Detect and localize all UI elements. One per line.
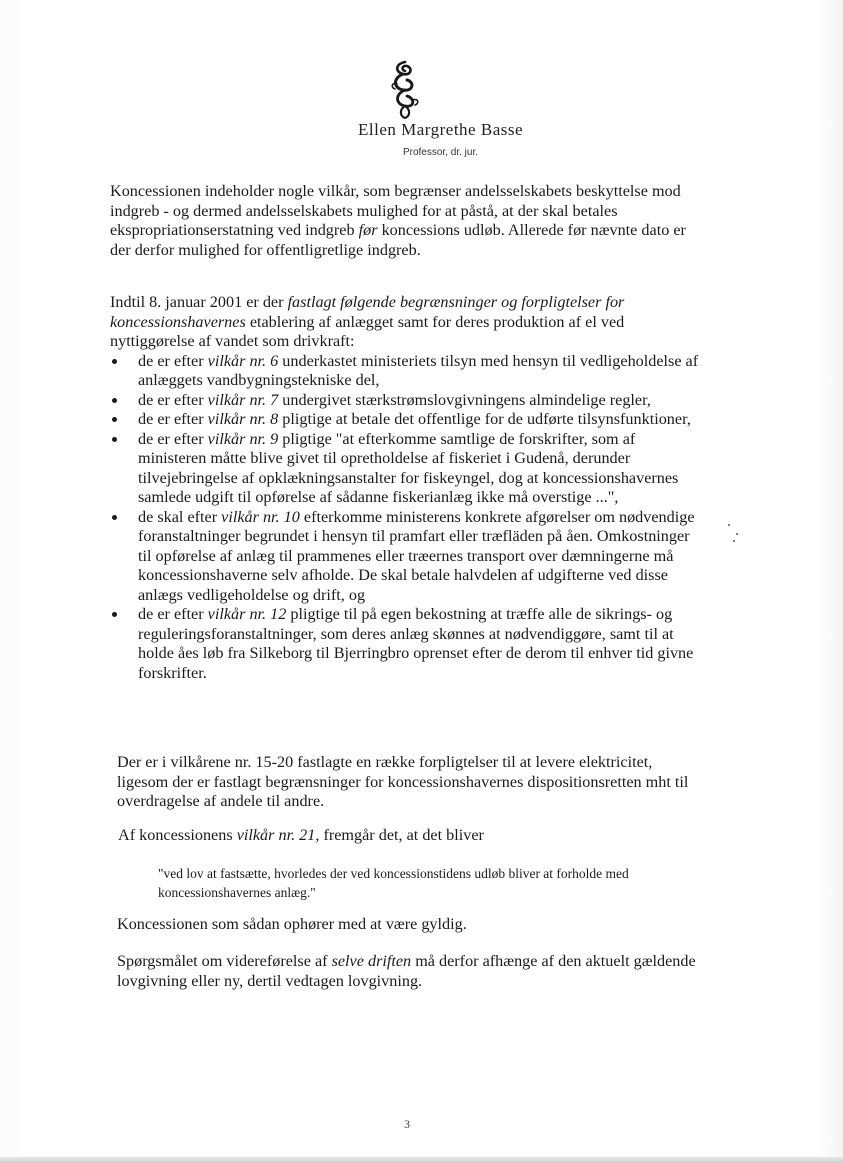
list-item: de er efter vilkår nr. 6 underkastet ministeriets tilsyn med hensyn til vedligeholdelse af anlæggets vandbygningstekniske del, xyxy=(110,352,700,391)
list-item: de er efter vilkår nr. 7 undergivet stærkstrømslovgivningens almindelige regler, xyxy=(110,391,700,411)
bullet-icon xyxy=(112,398,117,403)
scan-speck xyxy=(733,540,735,542)
bullet-icon xyxy=(112,612,117,617)
paragraph-2-intro: Indtil 8. januar 2001 er der fastlagt følgende begrænsninger og forpligtelser for koncessionshavernes etablering af anlægget samt for deres produktion af el ved nyttiggørelse af vandet som drivkraft: xyxy=(110,293,625,350)
letterhead-title: Professor, dr. jur. xyxy=(402,147,479,158)
paragraph-2 xyxy=(110,293,700,683)
ornamental-monogram-icon xyxy=(385,58,425,122)
paragraph-5: Koncessionen som sådan ophører med at være gyldig. xyxy=(117,915,467,933)
list-item: de er efter vilkår nr. 12 pligtige til på egen bekostning at træffe alle de sikrings- og reguleringsforanstaltninger, som deres anlæg skønnes at nødvendiggøre, samt til at holde åes løb fra Silkeborg til Bjerringbro oprenset efter de derom til enhver tid givne forskrifter. xyxy=(110,605,700,683)
paragraph-6: Spørgsmålet om videreførelse af selve driften må derfor afhænge af den aktuelt gældende lovgivning eller ny, dertil vedtagen lovgivning. xyxy=(117,952,696,990)
letterhead-name: Ellen Margrethe Basse xyxy=(357,120,524,139)
bullet-icon xyxy=(112,515,117,520)
bullet-icon xyxy=(112,437,117,442)
bullet-icon xyxy=(112,417,117,422)
conditions-list xyxy=(110,352,700,684)
list-item: de er efter vilkår nr. 9 pligtige "at efterkomme samtlige de forskrifter, som af ministeren måtte blive givet til opretholdelse af fiskeriet i Gudenå, derunder tilvejebringelse af opklækningsanstalter for fiskeyngel, dog at koncessionshavernes samlede udgift til opførelse af sådanne fiskerianlæg ikke må overstige ...", xyxy=(110,430,700,508)
paragraph-3: Der er i vilkårene nr. 15-20 fastlagte en række forpligtelser til at levere elektricitet, ligesom der er fastlagt begrænsninger for koncessionshavernes dispositionsretten mht til overdragelse af andele til andre. xyxy=(117,753,689,810)
block-quote: "ved lov at fastsætte, hvorledes der ved koncessionstidens udløb bliver at forholde med koncessionshavernes anlæg." xyxy=(158,866,629,900)
bullet-icon xyxy=(112,359,117,364)
list-item: de skal efter vilkår nr. 10 efterkomme ministerens konkrete afgørelser om nødvendige foranstaltninger begrundet i hensyn til pramfart eller træfläden på åen. Omkostninger til opførelse af anlæg til prammenes eller træernes transport over dæmningerne må koncessionshaverne selv afholde. De skal betale halvdelen af udgifterne ved disse anlægs vedligeholdelse og drift, og xyxy=(110,508,700,606)
paragraph-4: Af koncessionens vilkår nr. 21, fremgår det, at det bliver xyxy=(118,826,484,844)
paragraph-1: Koncessionen indeholder nogle vilkår, som begrænser andelsselskabets beskyttelse mod indgreb - og dermed andelsselskabets mulighed for at påstå, at der skal betales ekspropriationserstatning ved indgreb før koncessions udløb. Allerede før nævnte dato er der derfor mulighed for offentligretlige indgreb. xyxy=(110,182,686,259)
scan-speck xyxy=(736,533,738,535)
page-bottom-edge xyxy=(0,1157,843,1163)
page-number: 3 xyxy=(404,1117,410,1131)
scan-speck xyxy=(728,524,730,526)
list-item: de er efter vilkår nr. 8 pligtige at betale det offentlige for de udførte tilsynsfunktioner, xyxy=(110,410,700,430)
